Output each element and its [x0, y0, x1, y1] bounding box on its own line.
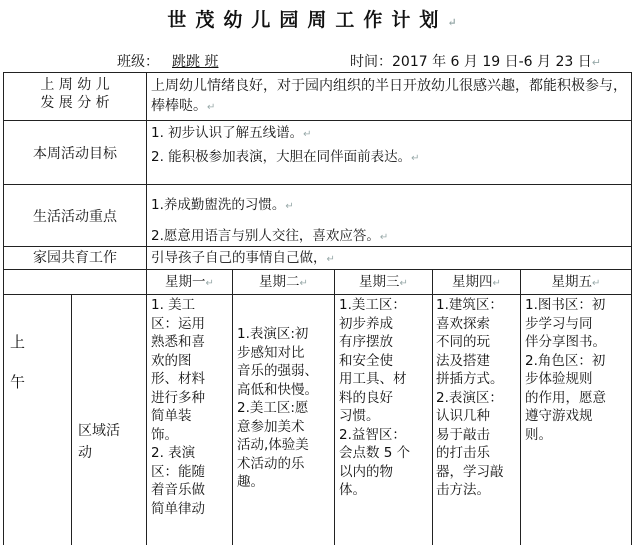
table-rule: [3, 269, 632, 270]
plan-thu: 1.建筑区： 喜欢探索 不同的玩 法及搭建 拼插方式。 2.表演区： 认识几种 易于敲击 的打击乐 器，学习敲 击方法。: [436, 297, 504, 498]
page-title: 世茂幼儿园周工作计划↵: [167, 9, 466, 31]
home-coop-label: 家园共育工作: [33, 250, 117, 266]
area-activity-label: 区域活 动: [78, 423, 120, 461]
table-rule: [631, 72, 632, 545]
table-rule: [334, 269, 335, 545]
day-header-fri: 星期五↵: [551, 274, 601, 290]
class-value: 跳跳 班: [172, 54, 219, 70]
life-focus-label: 生活活动重点: [33, 209, 117, 225]
last-week-analysis: 上周幼儿情绪良好，对于园内组织的半日开放幼儿很感兴趣，都能积极参与，棒棒哒。↵: [151, 78, 627, 114]
table-rule: [71, 294, 72, 545]
table-rule: [3, 294, 632, 295]
date-range: 时间：2017 年 6 月 19 日-6 月 23 日↵: [350, 54, 601, 70]
weekly-goals: 1. 初步认识了解五线谱。↵ 2. 能积极参加表演，大胆在同伴面前表达。↵: [151, 125, 420, 165]
weekly-goals-label: 本周活动目标: [33, 146, 117, 162]
morning-label: 上 午: [10, 333, 26, 391]
table-rule: [520, 269, 521, 545]
home-coop: 引导孩子自己的事情自己做，↵: [151, 250, 335, 266]
class-label: 班级：: [117, 54, 159, 70]
plan-wed: 1.美工区： 初步养成 有序摆放 和安全使 用工具、材 料的良好 习惯。 2.益智区： 会点数 5 个 以内的物 体。: [339, 297, 411, 498]
plan-tue: 1.表演区:初 步感知对比 音乐的强弱、 高低和快慢。 2.美工区:愿 意参加美术 活动,体验美 术活动的乐 趣。: [237, 326, 318, 490]
plan-mon: 1. 美工 区：运用 熟悉和喜 欢的图 形、材料 进行多种 简单装 饰。 2. 表演 区：能随 着音乐做 简单律动: [151, 297, 205, 517]
table-rule: [3, 72, 632, 73]
day-header-wed: 星期三↵: [359, 274, 408, 290]
last-week-label: 上 周 幼 儿 发 展 分 析: [40, 77, 110, 111]
table-rule: [432, 269, 433, 545]
table-rule: [232, 269, 233, 545]
table-rule: [3, 72, 4, 545]
table-rule: [146, 72, 147, 270]
life-focus: 1.养成勤盥洗的习惯。↵ 2.愿意用语言与别人交往，喜欢应答。↵: [151, 197, 389, 244]
day-header-mon: 星期一↵: [165, 274, 214, 290]
table-rule: [146, 269, 147, 545]
table-rule: [3, 184, 632, 185]
day-header-thu: 星期四↵: [452, 274, 501, 290]
day-header-tue: 星期二↵: [259, 274, 308, 290]
table-rule: [3, 120, 632, 121]
plan-fri: 1.图书区：初 步学习与同 伴分享图书。 2.角色区：初 步体验规则 的作用，愿意 遵守游戏规 则。: [525, 297, 606, 443]
